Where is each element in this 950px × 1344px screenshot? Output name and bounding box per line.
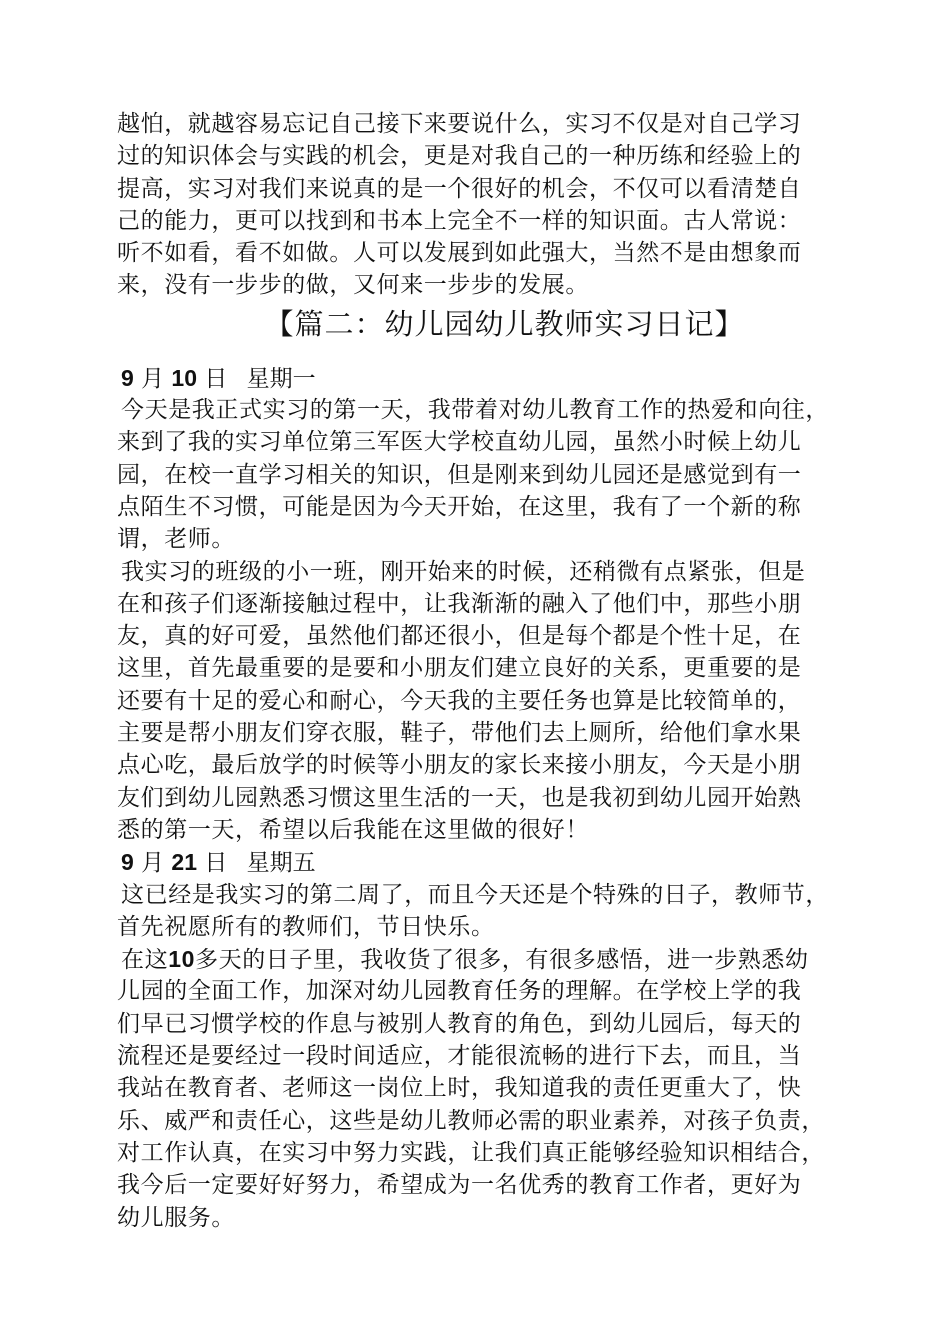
text-line: 我实习的班级的小一班，刚开始来的时候，还稍微有点紧张，但是 bbox=[121, 558, 806, 585]
entry-date bbox=[117, 362, 862, 394]
date-day: 10 bbox=[171, 364, 198, 391]
entry-date bbox=[117, 846, 862, 878]
entry-paragraph bbox=[117, 943, 862, 1234]
text-line: 我站在教育者、老师这一岗位上时，我知道我的责任更重大了，快 bbox=[117, 1075, 802, 1102]
entry-paragraph bbox=[117, 879, 862, 944]
intro-paragraph bbox=[117, 108, 862, 302]
text-line: 今天是我正式实习的第一天，我带着对幼儿教育工作的热爱和向往， bbox=[121, 397, 829, 424]
text-line: 还要有十足的爱心和耐心，今天我的主要任务也算是比较简单的， bbox=[117, 687, 802, 714]
text-line: 点心吃，最后放学的时候等小朋友的家长来接小朋友，今天是小朋 bbox=[117, 752, 802, 779]
text-line: 幼儿服务。 bbox=[117, 1204, 235, 1231]
text-line: 友们到幼儿园熟悉习惯这里生活的一天，也是我初到幼儿园开始熟 bbox=[117, 784, 802, 811]
text-line: 听不如看，看不如做。人可以发展到如此强大，当然不是由想象而 bbox=[117, 240, 802, 267]
text-line: 过的知识体会与实践的机会，更是对我自己的一种历练和经验上的 bbox=[117, 143, 802, 170]
inline-number: 10 bbox=[168, 946, 195, 973]
date-month: 9 bbox=[121, 849, 134, 876]
text-line: 园，在校一直学习相关的知识，但是刚来到幼儿园还是感觉到有一 bbox=[117, 461, 802, 488]
text-line: 来到了我的实习单位第三军医大学校直幼儿园，虽然小时候上幼儿 bbox=[117, 429, 802, 456]
section-title: 【篇二：幼儿园幼儿教师实习日记】 bbox=[264, 306, 745, 341]
text-line: 悉的第一天，希望以后我能在这里做的很好！ bbox=[117, 816, 589, 843]
date-day: 21 bbox=[171, 849, 198, 876]
document-page bbox=[117, 108, 862, 1234]
text-fragment: 多天的日子里，我收货了很多，有很多感悟，进一步熟悉幼 bbox=[195, 947, 809, 974]
text-line: 流程还是要经过一段时间适应，才能很流畅的进行下去，而且，当 bbox=[117, 1043, 802, 1070]
text-line: 们早已习惯学校的作息与被别人教育的角色，到幼儿园后，每天的 bbox=[117, 1010, 802, 1037]
text-line: 对工作认真，在实习中努力实践，让我们真正能够经验知识相结合， bbox=[117, 1139, 825, 1166]
text-line: 己的能力，更可以找到和书本上完全不一样的知识面。古人常说： bbox=[117, 207, 802, 234]
date-month: 9 bbox=[121, 364, 134, 391]
text-line: 友，真的好可爱，虽然他们都还很小，但是每个都是个性十足，在 bbox=[117, 623, 802, 650]
date-day-unit: 日 bbox=[204, 365, 228, 392]
text-line: 越怕，就越容易忘记自己接下来要说什么，实习不仅是对自己学习 bbox=[117, 111, 802, 137]
text-fragment: 在这 bbox=[121, 947, 169, 974]
date-month-unit: 月 bbox=[141, 365, 165, 392]
text-line: 这里，首先最重要的是要和小朋友们建立良好的关系，更重要的是 bbox=[117, 655, 802, 682]
diary-entry-2 bbox=[117, 846, 862, 1234]
weekday: 星期一 bbox=[246, 365, 316, 392]
text-line: 乐、威严和责任心，这些是幼儿教师必需的职业素养，对孩子负责， bbox=[117, 1107, 825, 1134]
text-line: 儿园的全面工作，加深对幼儿园教育任务的理解。在学校上学的我 bbox=[117, 978, 802, 1005]
diary-entry-1 bbox=[117, 362, 862, 846]
date-day-unit: 日 bbox=[204, 850, 228, 877]
text-line: 首先祝愿所有的教师们，节日快乐。 bbox=[117, 913, 495, 940]
text-line: 来，没有一步步的做，又何来一步步的发展。 bbox=[117, 272, 589, 299]
text-line: 谓，老师。 bbox=[117, 526, 235, 553]
text-line: 我今后一定要好好努力，希望成为一名优秀的教育工作者，更好为 bbox=[117, 1172, 802, 1199]
date-month-unit: 月 bbox=[141, 850, 165, 877]
entry-paragraph bbox=[117, 394, 862, 555]
text-line bbox=[117, 943, 862, 975]
text-line: 点陌生不习惯，可能是因为今天开始，在这里，我有了一个新的称 bbox=[117, 493, 802, 520]
text-line: 提高，实习对我们来说真的是一个很好的机会，不仅可以看清楚自 bbox=[117, 175, 802, 202]
entry-paragraph bbox=[117, 556, 862, 847]
weekday: 星期五 bbox=[246, 850, 316, 877]
text-line: 这已经是我实习的第二周了，而且今天还是个特殊的日子，教师节， bbox=[121, 881, 829, 908]
text-line: 主要是帮小朋友们穿衣服，鞋子，带他们去上厕所，给他们拿水果 bbox=[117, 720, 802, 747]
text-line: 在和孩子们逐渐接触过程中，让我渐渐的融入了他们中，那些小朋 bbox=[117, 590, 802, 617]
